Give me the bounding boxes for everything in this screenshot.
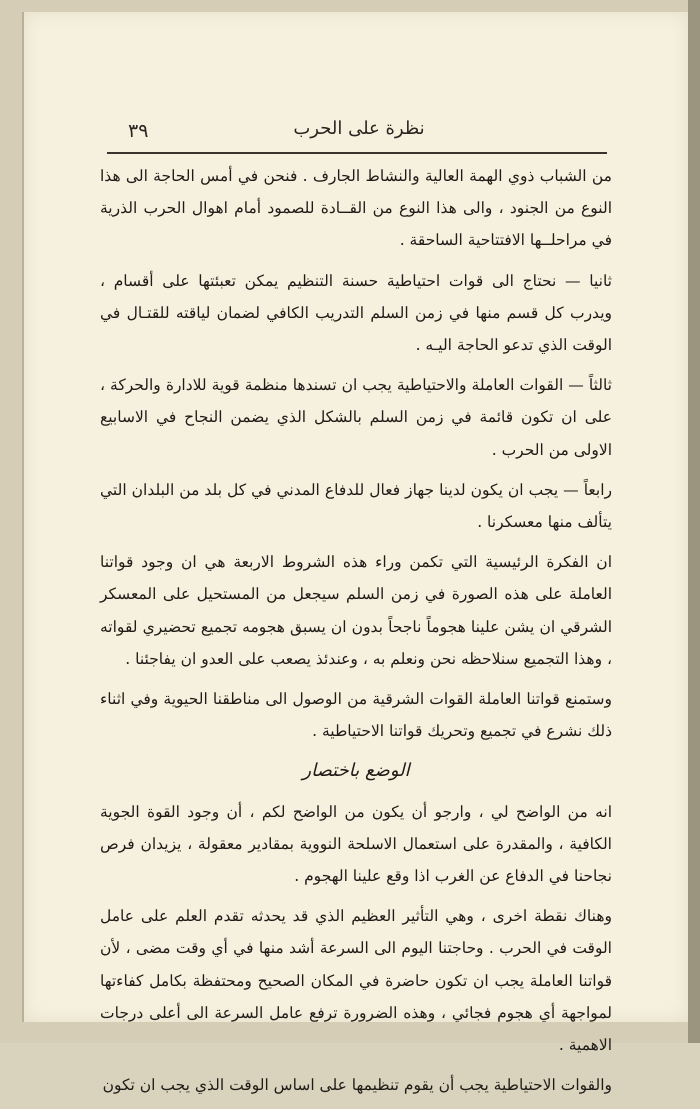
paragraph: ثالثاً — القوات العاملة والاحتياطية يجب ان تسندها منظمة قوية للادارة والحركة ، على ان تكون قائمة في زمن السلم بالشكل الذي يضمن النجاح في الاسابيع الاولى من الحرب .	[100, 376, 612, 459]
running-title: نظرة على الحرب	[293, 118, 425, 139]
paragraph: وهناك نقطة اخرى ، وهي التأثير العظيم الذي قد يحدثه تقدم العلم على عامل الوقت في الحرب . وحاجتنا اليوم الى السرعة أشد منها في أي وقت مضى ، لأن قواتنا العاملة يجب ان تكون حاضرة في المكان الصحيح ومحتفظة بكامل كفاءتها لمواجهة أي هجوم فجائي ، وهذه الضرورة ترفع عامل السرعة الى أعلى درجات الاهمية .	[100, 907, 612, 1055]
paragraph: ان الفكرة الرئيسية التي تكمن وراء هذه الشروط الاربعة هي ان وجود قواتنا العاملة على هذه الصورة في زمن السلم سيجعل من المستحيل على المعسكر الشرقي ان يشن علينا هجوماً ناجحاً بدون ان يسبق هجومه تجميع تحضيري لقواته ، وهذا التجميع سنلاحظه نحن ونعلم به ، وعندئذ يصعب على العدو ان يفاجئنا .	[100, 553, 612, 668]
paragraph: وستمنع قواتنا العاملة القوات الشرقية من الوصول الى مناطقنا الحيوية وفي اثناء ذلك نشرع في تجميع وتحريك قواتنا الاحتياطية .	[100, 690, 612, 741]
page-header	[110, 118, 608, 148]
body-text	[100, 160, 612, 1109]
paragraph: انه من الواضح لي ، وارجو أن يكون من الواضح لكم ، أن وجود القوة الجوية الكافية ، والمقدرة على استعمال الاسلحة النووية بمقادير معقولة ، يزيدان فرص نجاحنا في الدفاع عن الغرب اذا وقع علينا الهجوم .	[100, 802, 612, 886]
paragraph: والقوات الاحتياطية يجب أن يقوم تنظيمها على اساس الوقت الذي يجب ان تكون	[102, 1076, 612, 1095]
page-number: ٣٩	[128, 120, 149, 142]
section-heading: الوضع باختصار	[302, 760, 410, 782]
paragraph: ثانيا — نحتاج الى قوات احتياطية حسنة التنظيم يمكن تعبئتها على أقسام ، ويدرب كل قسم منها في زمن السلم التدريب الكافي لضمان لياقته للقتـال في الوقت الذي تدعو الحاجة اليـه .	[100, 271, 612, 355]
paragraph: من الشباب ذوي الهمة العالية والنشاط الجارف . فنحن في أمس الحاجة الى هذا النوع من الجنود ، والى هذا النوع من القــادة للصمود أمام اهوال الحرب الذرية في مراحلــها الافتتاحية الساحقة .	[100, 167, 612, 250]
header-rule	[107, 152, 607, 154]
facing-page-edge	[688, 0, 700, 1043]
paragraph: رابعاً — يجب ان يكون لدينا جهاز فعال للدفاع المدني في كل بلد من البلدان التي يتألف منها معسكرنا .	[100, 480, 612, 532]
